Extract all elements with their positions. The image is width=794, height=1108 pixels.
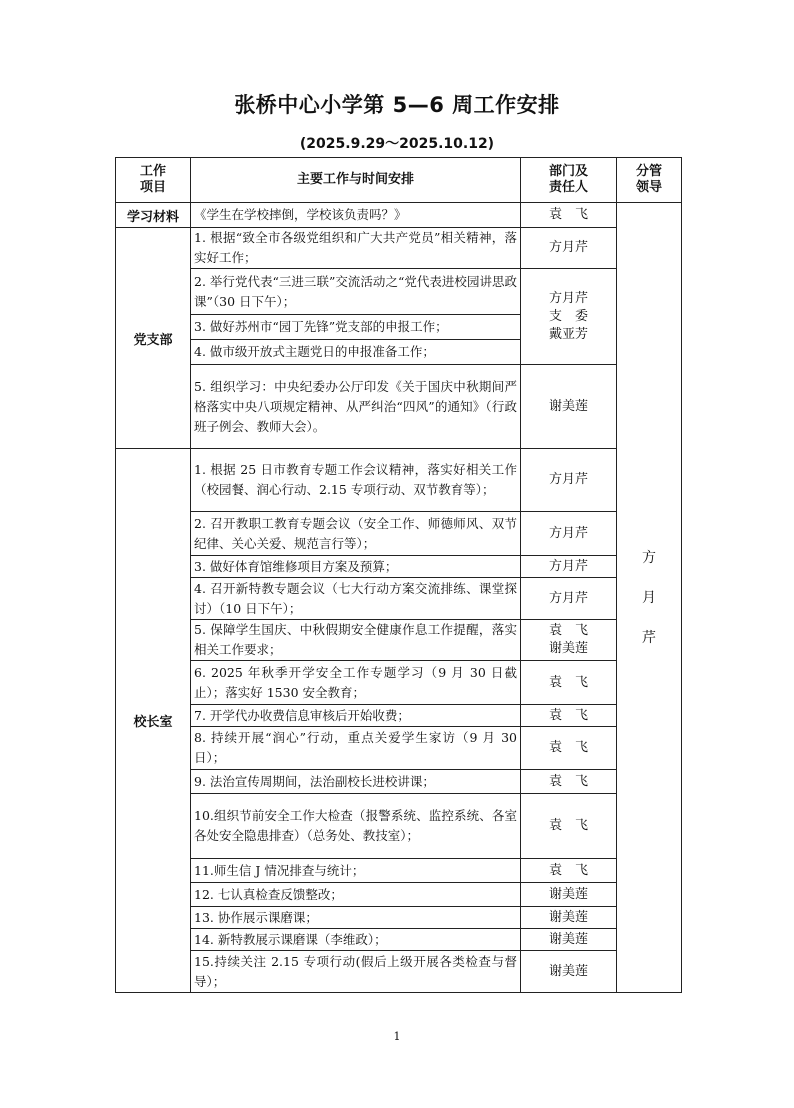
header-leader: 分管 领导 [617,158,682,203]
principal-work-13: 13. 协作展示课磨课； [191,907,521,929]
principal-responsible-6: 袁 飞 [521,661,617,705]
principal-responsible-5: 袁 飞 谢美莲 [521,620,617,661]
table-row [116,512,682,556]
table-row [116,951,682,993]
header-item: 工作 项目 [116,158,191,203]
category-principal: 校长室 [116,449,191,993]
schedule-table [115,157,682,993]
party-work-5: 5. 组织学习：中央纪委办公厅印发《关于国庆中秋期间严格落实中央八项规定精神、从严纠治“四风”的通知》（行政班子例会、教师大会）。 [191,365,521,449]
principal-work-11: 11.师生信 J 情况排查与统计； [191,859,521,883]
principal-work-9: 9. 法治宣传周期间，法治副校长进校讲课； [191,770,521,794]
table-row [116,449,682,512]
date-range: (2025.9.29～2025.10.12) [299,136,495,152]
principal-work-14: 14. 新特教展示课磨课（李维政）； [191,929,521,951]
principal-responsible-8: 袁 飞 [521,727,617,770]
principal-work-1: 1. 根据 25 日市教育专题工作会议精神，落实好相关工作（校园餐、润心行动、2.15 专项行动、双节教育等）； [191,449,521,512]
table-row [116,859,682,883]
principal-work-15: 15.持续关注 2.15 专项行动(假后上级开展各类检查与督导）； [191,951,521,993]
leader-cell: 方 月 芹 [617,203,682,993]
principal-responsible-2: 方月芹 [521,512,617,556]
table-row [116,228,682,269]
table-row [116,556,682,578]
table-row [116,578,682,620]
principal-responsible-10: 袁 飞 [521,794,617,859]
principal-work-12: 12. 七认真检查反馈整改； [191,883,521,907]
table-row [116,705,682,727]
principal-responsible-4: 方月芹 [521,578,617,620]
principal-responsible-1: 方月芹 [521,449,617,512]
principal-work-3: 3. 做好体育馆维修项目方案及预算； [191,556,521,578]
principal-responsible-12: 谢美莲 [521,883,617,907]
principal-responsible-7: 袁 飞 [521,705,617,727]
header-dept: 部门及 责任人 [521,158,617,203]
principal-work-4: 4. 召开新特教专题会议（七大行动方案交流排练、课堂探讨）（10 日下午）； [191,578,521,620]
table-row [116,907,682,929]
category-study: 学习材料 [116,203,191,228]
principal-responsible-15: 谢美莲 [521,951,617,993]
principal-responsible-13: 谢美莲 [521,907,617,929]
party-work-3: 3. 做好苏州市“园丁先锋”党支部的申报工作； [191,315,521,340]
table-row [116,929,682,951]
principal-responsible-9: 袁 飞 [521,770,617,794]
study-row [116,203,682,228]
table-row [116,883,682,907]
party-work-1: 1. 根据“致全市各级党组织和广大共产党员”相关精神，落实好工作； [191,228,521,269]
page-title: 张桥中心小学第 5—6 周工作安排 [234,93,560,117]
category-party: 党支部 [116,228,191,449]
table-row [116,770,682,794]
table-row [116,365,682,449]
principal-responsible-3: 方月芹 [521,556,617,578]
study-work: 《学生在学校摔倒，学校该负责吗？》 [191,203,521,228]
table-row [116,794,682,859]
header-work: 主要工作与时间安排 [191,158,521,203]
header-row [116,158,682,203]
principal-work-7: 7. 开学代办收费信息审核后开始收费； [191,705,521,727]
party-responsible-2: 方月芹 支 委 戴亚芳 [521,269,617,365]
principal-work-2: 2. 召开教职工教育专题会议（安全工作、师德师风、双节纪律、关心关爱、规范言行等）； [191,512,521,556]
principal-work-8: 8. 持续开展“润心”行动，重点关爱学生家访（9 月 30 日）； [191,727,521,770]
party-work-2: 2. 举行党代表“三进三联”交流活动之“党代表进校园讲思政课”（30 日下午）； [191,269,521,315]
party-responsible-1: 方月芹 [521,228,617,269]
table-row [116,269,682,315]
principal-responsible-14: 谢美莲 [521,929,617,951]
table-row [116,727,682,770]
page-number: 1 [393,1030,401,1043]
table-row [116,661,682,705]
party-responsible-5: 谢美莲 [521,365,617,449]
principal-work-6: 6. 2025 年秋季开学安全工作专题学习（9 月 30 日截止）；落实好 1530 安全教育； [191,661,521,705]
principal-responsible-11: 袁 飞 [521,859,617,883]
party-work-4: 4. 做市级开放式主题党日的申报准备工作； [191,340,521,365]
table-row [116,620,682,661]
principal-work-10: 10.组织节前安全工作大检查（报警系统、监控系统、各室各处安全隐患排查）（总务处、教技室）； [191,794,521,859]
principal-work-5: 5. 保障学生国庆、中秋假期安全健康作息工作提醒，落实相关工作要求； [191,620,521,661]
study-responsible: 袁 飞 [521,203,617,228]
